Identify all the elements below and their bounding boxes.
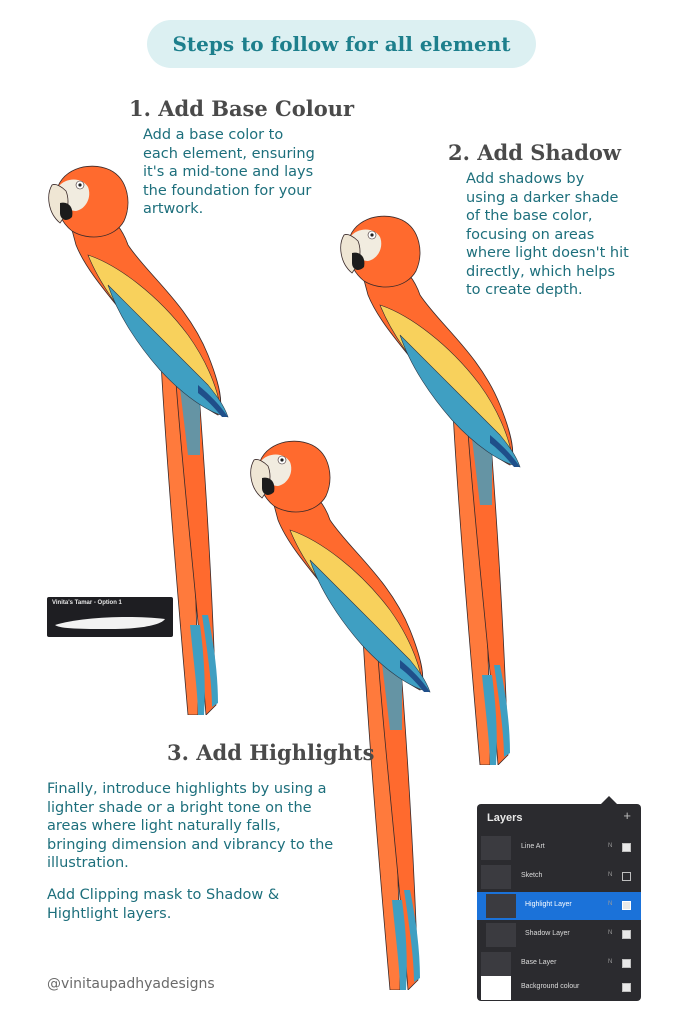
layer-name: Sketch <box>521 872 543 879</box>
brush-preview <box>47 597 173 637</box>
layer-row-sketch[interactable] <box>477 863 641 891</box>
step2-line: of the base color, <box>466 208 593 224</box>
step3-line: areas where light naturally falls, <box>47 818 281 834</box>
step1-line: each element, ensuring <box>143 145 315 162</box>
step3-line: bringing dimension and vibrancy to the <box>47 836 334 853</box>
step3-text <box>47 780 387 873</box>
layer-thumbnail <box>486 894 516 918</box>
step3-note-line: Hightlight layers. <box>47 905 172 922</box>
credit-handle: @vinitaupadhyadesigns <box>47 976 215 992</box>
layers-title: Layers <box>487 812 523 824</box>
layer-thumbnail <box>481 865 511 889</box>
step1-line: Add a base color to <box>143 127 284 143</box>
layer-row-background[interactable] <box>477 974 641 1002</box>
step1-heading: 1. Add Base Colour <box>129 96 355 121</box>
layer-row-shadow[interactable] <box>477 921 641 949</box>
brush-stroke-icon <box>51 609 169 633</box>
step2-line: Add shadows by <box>466 171 585 187</box>
blend-mode[interactable]: N <box>608 901 613 907</box>
blend-mode[interactable]: N <box>608 843 613 849</box>
step3-line: Finally, introduce highlights by using a <box>47 781 327 797</box>
layer-name: Line Art <box>521 843 545 850</box>
step2-line: using a darker shade <box>466 189 619 206</box>
step1-line: artwork. <box>143 201 204 217</box>
step1-line: it's a mid-tone and lays <box>143 164 314 180</box>
blend-mode[interactable]: N <box>608 930 613 936</box>
step1-line: the foundation for your <box>143 182 312 199</box>
plus-icon[interactable]: + <box>623 808 631 823</box>
step3-note <box>47 886 387 923</box>
blend-mode[interactable]: N <box>608 872 613 878</box>
step2-text <box>466 170 676 300</box>
visibility-checkbox[interactable] <box>622 930 631 939</box>
step2-line: directly, which helps <box>466 263 616 280</box>
visibility-checkbox[interactable] <box>622 983 631 992</box>
step3-note-line: Add Clipping mask to Shadow & <box>47 887 280 903</box>
visibility-checkbox[interactable] <box>622 843 631 852</box>
visibility-checkbox[interactable] <box>622 959 631 968</box>
visibility-checkbox[interactable] <box>622 901 631 910</box>
step2-line: focusing on areas <box>466 226 595 243</box>
layers-panel <box>477 804 641 1001</box>
layers-panel-pointer <box>601 796 617 804</box>
layer-thumbnail <box>486 923 516 947</box>
step2-line: where light doesn't hit <box>466 245 629 261</box>
step1-text <box>143 126 373 219</box>
visibility-checkbox[interactable] <box>622 872 631 881</box>
layer-name: Highlight Layer <box>525 901 572 908</box>
layer-row-highlight[interactable] <box>477 892 641 920</box>
layer-row-line-art[interactable] <box>477 834 641 862</box>
layer-name: Shadow Layer <box>525 930 570 937</box>
layer-name: Background colour <box>521 983 580 990</box>
step3-line: lighter shade or a bright tone on the <box>47 799 312 816</box>
layer-thumbnail <box>481 836 511 860</box>
layer-name: Base Layer <box>521 959 557 966</box>
layer-thumbnail <box>481 952 511 976</box>
step2-line: to create depth. <box>466 282 583 298</box>
layer-thumbnail <box>481 976 511 1000</box>
brush-name: Vinita's Tamar - Option 1 <box>52 600 122 606</box>
step3-heading: 3. Add Highlights <box>167 740 375 765</box>
step2-heading: 2. Add Shadow <box>448 140 622 165</box>
step3-line: illustration. <box>47 855 129 871</box>
title-banner <box>147 20 536 68</box>
blend-mode[interactable]: N <box>608 959 613 965</box>
page-title: Steps to follow for all element <box>172 32 511 56</box>
